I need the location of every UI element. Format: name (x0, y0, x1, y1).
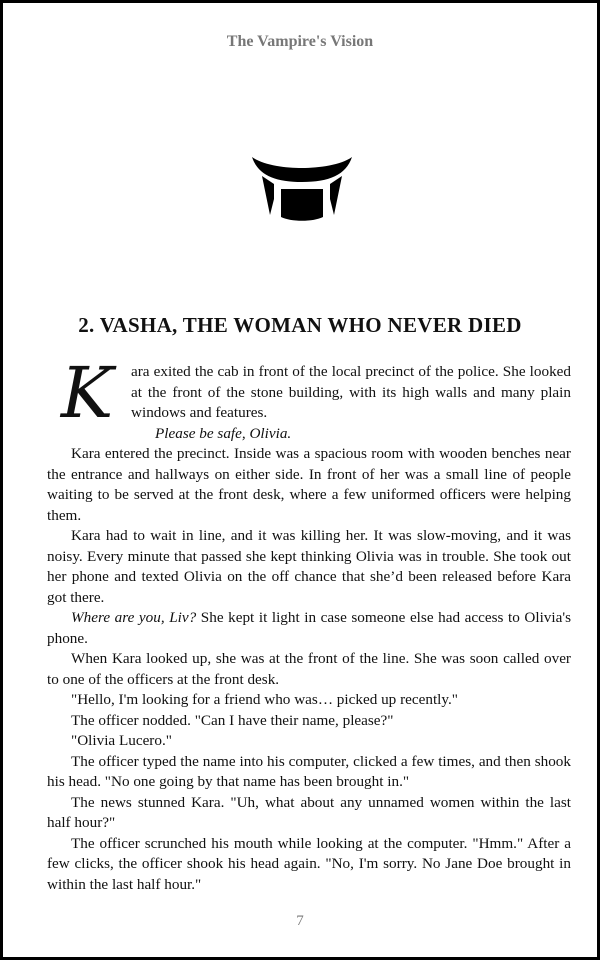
paragraph (47, 608, 571, 649)
paragraph: The officer scrunched his mouth while looking at the computer. "Hmm." After a few clicks, the officer shook his head again. "No, I'm sorry. No Jane Doe brought in within the last half hour." (47, 834, 571, 893)
paragraph (47, 424, 571, 445)
paragraph: The officer typed the name into his computer, clicked a few times, and then shook his head. "No one going by that name has been brought in." (47, 752, 571, 790)
drop-cap: K (60, 352, 114, 434)
paragraph: "Hello, I'm looking for a friend who was… picked up recently." (71, 691, 458, 708)
paragraph: Kara had to wait in line, and it was killing her. It was slow-moving, and it was noisy. Every minute that passed she kept thinking Olivia was in trouble. She took out her phone and texted Olivia on the off chance that she’d been released before Kara got there. (47, 527, 571, 606)
paragraph: The news stunned Kara. "Uh, what about any unnamed women within the last half hour?" (47, 793, 571, 831)
page-number: 7 (296, 913, 304, 929)
paragraph: Kara entered the precinct. Inside was a spacious room with wooden benches near the entrance and hallways on either side. In front of her was a small line of people waiting to be served at the front desk, where a few uniformed officers were helping them. (47, 445, 571, 524)
paragraph-text: She kept it light in case someone else had access to Olivia's phone. (47, 609, 571, 647)
paragraph: When Kara looked up, she was at the front of the line. She was soon called over to one of the officers at the front desk. (47, 650, 571, 688)
vampire-fangs-icon (249, 153, 355, 233)
italic-text-message: Where are you, Liv? (71, 609, 197, 626)
chapter-title: 2. VASHA, THE WOMAN WHO NEVER DIED (78, 313, 522, 337)
paragraph: "Olivia Lucero." (71, 732, 172, 749)
chapter-body (47, 352, 571, 895)
running-header: The Vampire's Vision (226, 33, 374, 50)
paragraph: The officer nodded. "Can I have their name, please?" (71, 711, 394, 729)
italic-thought: Please be safe, Olivia. (155, 424, 292, 442)
paragraph-text: ara exited the cab in front of the local precinct of the police. She looked at the front of the stone building, with its high walls and many plain windows and features. (131, 363, 571, 421)
